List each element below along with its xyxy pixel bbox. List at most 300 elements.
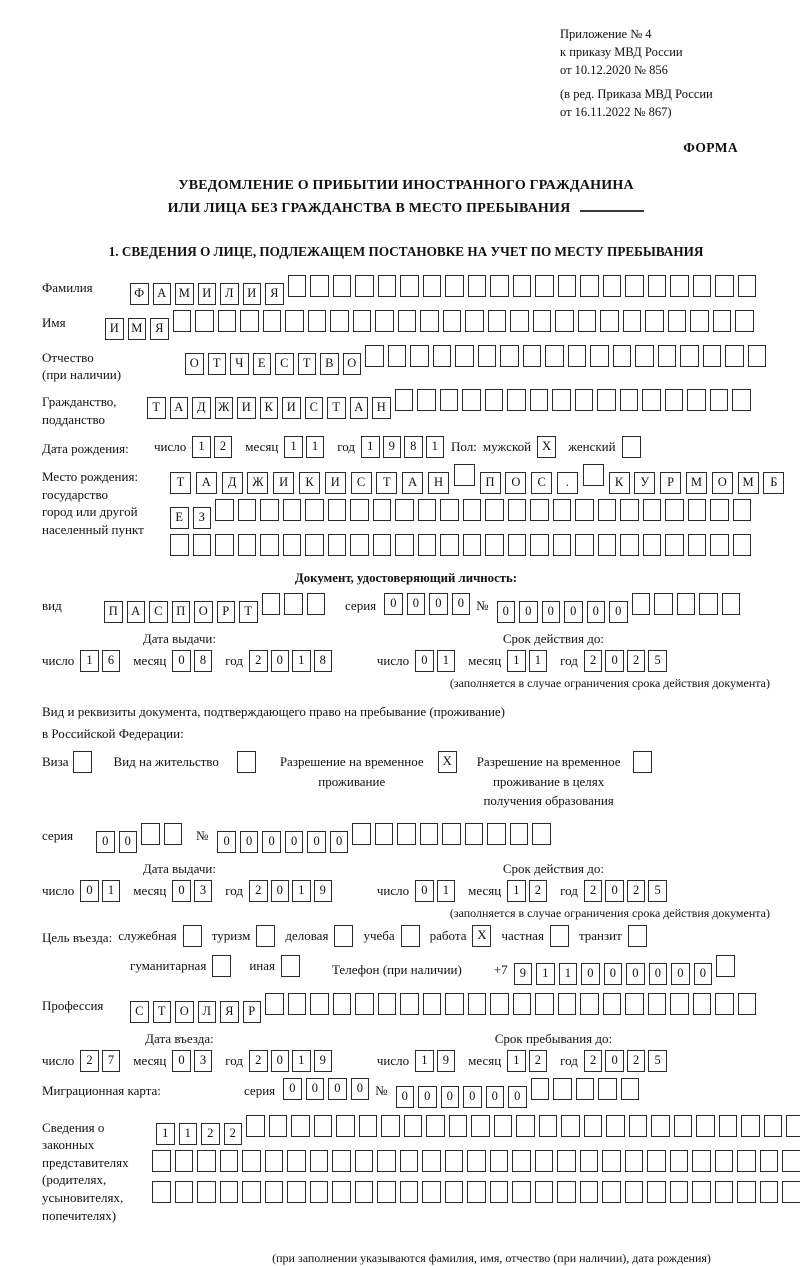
purpose-work-checkbox[interactable]: X bbox=[472, 925, 491, 947]
char-cell[interactable]: 1 bbox=[284, 436, 303, 458]
char-cell[interactable] bbox=[558, 275, 577, 297]
char-cell[interactable] bbox=[674, 1115, 693, 1137]
char-cell[interactable]: Т bbox=[208, 353, 227, 375]
char-cell[interactable] bbox=[373, 534, 392, 556]
char-cell[interactable] bbox=[764, 1115, 783, 1137]
char-cell[interactable]: 6 bbox=[102, 650, 121, 672]
char-cell[interactable] bbox=[478, 345, 497, 367]
char-cell[interactable]: 1 bbox=[415, 1050, 434, 1072]
char-cell[interactable] bbox=[533, 310, 552, 332]
char-cell[interactable] bbox=[693, 993, 712, 1015]
char-cell[interactable] bbox=[643, 534, 662, 556]
edu-permit-checkbox[interactable] bbox=[633, 751, 652, 773]
char-cell[interactable] bbox=[395, 499, 414, 521]
char-cell[interactable] bbox=[426, 1115, 445, 1137]
char-cell[interactable] bbox=[375, 823, 394, 845]
char-cell[interactable] bbox=[620, 534, 639, 556]
char-cell[interactable] bbox=[445, 993, 464, 1015]
char-cell[interactable]: А bbox=[153, 283, 172, 305]
char-cell[interactable]: Р bbox=[660, 472, 681, 494]
char-cell[interactable] bbox=[283, 534, 302, 556]
char-cell[interactable] bbox=[494, 1115, 513, 1137]
char-cell[interactable] bbox=[170, 534, 189, 556]
char-cell[interactable] bbox=[328, 499, 347, 521]
char-cell[interactable]: 2 bbox=[627, 880, 646, 902]
char-cell[interactable] bbox=[485, 534, 504, 556]
char-cell[interactable]: К bbox=[260, 397, 279, 419]
char-cell[interactable] bbox=[487, 823, 506, 845]
char-cell[interactable]: 1 bbox=[192, 436, 211, 458]
char-cell[interactable] bbox=[218, 310, 237, 332]
char-cell[interactable] bbox=[512, 1150, 531, 1172]
char-cell[interactable]: 0 bbox=[172, 880, 191, 902]
char-cell[interactable] bbox=[397, 823, 416, 845]
char-cell[interactable] bbox=[621, 1078, 640, 1100]
char-cell[interactable] bbox=[238, 499, 257, 521]
char-cell[interactable] bbox=[710, 534, 729, 556]
char-cell[interactable] bbox=[395, 389, 414, 411]
char-cell[interactable] bbox=[513, 275, 532, 297]
char-cell[interactable] bbox=[463, 534, 482, 556]
char-cell[interactable] bbox=[535, 275, 554, 297]
char-cell[interactable] bbox=[530, 389, 549, 411]
char-cell[interactable]: 0 bbox=[271, 880, 290, 902]
char-cell[interactable] bbox=[443, 310, 462, 332]
char-cell[interactable]: С bbox=[130, 1001, 149, 1023]
char-cell[interactable]: 0 bbox=[605, 650, 624, 672]
char-cell[interactable]: 1 bbox=[292, 880, 311, 902]
char-cell[interactable]: 0 bbox=[587, 601, 606, 623]
char-cell[interactable]: 1 bbox=[536, 963, 555, 985]
purpose-other-checkbox[interactable] bbox=[281, 955, 300, 977]
char-cell[interactable] bbox=[310, 275, 329, 297]
char-cell[interactable]: 0 bbox=[351, 1078, 370, 1100]
char-cell[interactable]: 0 bbox=[609, 601, 628, 623]
char-cell[interactable] bbox=[710, 499, 729, 521]
char-cell[interactable] bbox=[580, 1181, 599, 1203]
char-cell[interactable] bbox=[310, 993, 329, 1015]
char-cell[interactable] bbox=[333, 993, 352, 1015]
char-cell[interactable] bbox=[260, 534, 279, 556]
char-cell[interactable] bbox=[468, 275, 487, 297]
char-cell[interactable] bbox=[760, 1181, 779, 1203]
char-cell[interactable] bbox=[737, 1181, 756, 1203]
char-cell[interactable]: Р bbox=[243, 1001, 262, 1023]
char-cell[interactable] bbox=[738, 275, 757, 297]
char-cell[interactable] bbox=[420, 310, 439, 332]
char-cell[interactable] bbox=[680, 345, 699, 367]
char-cell[interactable]: С bbox=[531, 472, 552, 494]
char-cell[interactable]: О bbox=[185, 353, 204, 375]
char-cell[interactable]: А bbox=[127, 601, 146, 623]
char-cell[interactable]: 0 bbox=[119, 831, 138, 853]
temp-permit-checkbox[interactable]: X bbox=[438, 751, 457, 773]
char-cell[interactable]: С bbox=[305, 397, 324, 419]
char-cell[interactable] bbox=[355, 1150, 374, 1172]
char-cell[interactable]: Ж bbox=[215, 397, 234, 419]
purpose-transit-checkbox[interactable] bbox=[628, 925, 647, 947]
char-cell[interactable] bbox=[580, 993, 599, 1015]
char-cell[interactable]: 9 bbox=[383, 436, 402, 458]
char-cell[interactable] bbox=[433, 345, 452, 367]
char-cell[interactable] bbox=[692, 1181, 711, 1203]
char-cell[interactable] bbox=[580, 275, 599, 297]
char-cell[interactable]: 1 bbox=[437, 880, 456, 902]
char-cell[interactable] bbox=[602, 1181, 621, 1203]
char-cell[interactable] bbox=[647, 1181, 666, 1203]
char-cell[interactable] bbox=[265, 1150, 284, 1172]
char-cell[interactable] bbox=[692, 1150, 711, 1172]
char-cell[interactable] bbox=[699, 593, 718, 615]
sex-female-checkbox[interactable] bbox=[622, 436, 641, 458]
char-cell[interactable]: 0 bbox=[307, 831, 326, 853]
char-cell[interactable] bbox=[696, 1115, 715, 1137]
char-cell[interactable] bbox=[287, 1150, 306, 1172]
char-cell[interactable]: 5 bbox=[648, 880, 667, 902]
char-cell[interactable] bbox=[490, 1181, 509, 1203]
char-cell[interactable]: 0 bbox=[605, 1050, 624, 1072]
char-cell[interactable] bbox=[568, 345, 587, 367]
char-cell[interactable] bbox=[285, 310, 304, 332]
char-cell[interactable] bbox=[164, 823, 183, 845]
char-cell[interactable]: 0 bbox=[285, 831, 304, 853]
char-cell[interactable] bbox=[310, 1181, 329, 1203]
char-cell[interactable] bbox=[195, 310, 214, 332]
char-cell[interactable]: 0 bbox=[396, 1086, 415, 1108]
char-cell[interactable] bbox=[353, 310, 372, 332]
char-cell[interactable] bbox=[328, 534, 347, 556]
char-cell[interactable]: 2 bbox=[249, 880, 268, 902]
char-cell[interactable] bbox=[445, 275, 464, 297]
char-cell[interactable] bbox=[670, 1150, 689, 1172]
char-cell[interactable] bbox=[737, 1150, 756, 1172]
char-cell[interactable] bbox=[420, 823, 439, 845]
char-cell[interactable] bbox=[715, 993, 734, 1015]
char-cell[interactable] bbox=[670, 1181, 689, 1203]
char-cell[interactable] bbox=[645, 310, 664, 332]
char-cell[interactable] bbox=[265, 1181, 284, 1203]
char-cell[interactable] bbox=[732, 389, 751, 411]
char-cell[interactable] bbox=[516, 1115, 535, 1137]
char-cell[interactable] bbox=[333, 275, 352, 297]
char-cell[interactable] bbox=[557, 1181, 576, 1203]
char-cell[interactable] bbox=[262, 593, 281, 615]
char-cell[interactable] bbox=[575, 499, 594, 521]
char-cell[interactable]: Т bbox=[327, 397, 346, 419]
char-cell[interactable] bbox=[532, 823, 551, 845]
char-cell[interactable]: 0 bbox=[626, 963, 645, 985]
char-cell[interactable] bbox=[535, 1150, 554, 1172]
char-cell[interactable]: 0 bbox=[330, 831, 349, 853]
char-cell[interactable] bbox=[531, 1078, 550, 1100]
char-cell[interactable]: 0 bbox=[217, 831, 236, 853]
char-cell[interactable] bbox=[716, 955, 735, 977]
char-cell[interactable] bbox=[690, 310, 709, 332]
char-cell[interactable]: Я bbox=[150, 318, 169, 340]
char-cell[interactable] bbox=[350, 534, 369, 556]
char-cell[interactable]: 0 bbox=[604, 963, 623, 985]
char-cell[interactable] bbox=[417, 389, 436, 411]
char-cell[interactable]: 1 bbox=[437, 650, 456, 672]
char-cell[interactable]: Т bbox=[239, 601, 258, 623]
char-cell[interactable] bbox=[603, 275, 622, 297]
char-cell[interactable] bbox=[575, 389, 594, 411]
char-cell[interactable] bbox=[719, 1115, 738, 1137]
char-cell[interactable] bbox=[552, 389, 571, 411]
char-cell[interactable]: 1 bbox=[156, 1123, 175, 1145]
char-cell[interactable] bbox=[558, 993, 577, 1015]
char-cell[interactable] bbox=[378, 993, 397, 1015]
char-cell[interactable] bbox=[665, 499, 684, 521]
char-cell[interactable] bbox=[625, 275, 644, 297]
char-cell[interactable] bbox=[715, 1150, 734, 1172]
char-cell[interactable]: 0 bbox=[694, 963, 713, 985]
char-cell[interactable] bbox=[658, 345, 677, 367]
char-cell[interactable] bbox=[713, 310, 732, 332]
char-cell[interactable] bbox=[530, 534, 549, 556]
char-cell[interactable]: Ж bbox=[247, 472, 268, 494]
char-cell[interactable] bbox=[553, 499, 572, 521]
char-cell[interactable] bbox=[336, 1115, 355, 1137]
char-cell[interactable] bbox=[398, 310, 417, 332]
char-cell[interactable] bbox=[465, 823, 484, 845]
char-cell[interactable] bbox=[557, 1150, 576, 1172]
char-cell[interactable]: 9 bbox=[314, 1050, 333, 1072]
char-cell[interactable]: 0 bbox=[240, 831, 259, 853]
char-cell[interactable]: 9 bbox=[314, 880, 333, 902]
char-cell[interactable] bbox=[440, 534, 459, 556]
char-cell[interactable]: Д bbox=[192, 397, 211, 419]
char-cell[interactable]: 1 bbox=[507, 650, 526, 672]
char-cell[interactable]: 2 bbox=[584, 650, 603, 672]
char-cell[interactable] bbox=[359, 1115, 378, 1137]
char-cell[interactable] bbox=[238, 534, 257, 556]
char-cell[interactable] bbox=[305, 499, 324, 521]
char-cell[interactable]: 1 bbox=[179, 1123, 198, 1145]
char-cell[interactable] bbox=[510, 823, 529, 845]
char-cell[interactable] bbox=[629, 1115, 648, 1137]
char-cell[interactable]: К bbox=[299, 472, 320, 494]
char-cell[interactable] bbox=[305, 534, 324, 556]
char-cell[interactable] bbox=[471, 1115, 490, 1137]
char-cell[interactable] bbox=[381, 1115, 400, 1137]
char-cell[interactable] bbox=[193, 534, 212, 556]
char-cell[interactable] bbox=[715, 1181, 734, 1203]
char-cell[interactable]: Н bbox=[372, 397, 391, 419]
char-cell[interactable] bbox=[632, 593, 651, 615]
char-cell[interactable] bbox=[418, 499, 437, 521]
char-cell[interactable] bbox=[175, 1150, 194, 1172]
char-cell[interactable]: И bbox=[237, 397, 256, 419]
char-cell[interactable] bbox=[576, 1078, 595, 1100]
char-cell[interactable]: 1 bbox=[529, 650, 548, 672]
char-cell[interactable] bbox=[575, 534, 594, 556]
char-cell[interactable] bbox=[449, 1115, 468, 1137]
char-cell[interactable]: Б bbox=[763, 472, 784, 494]
char-cell[interactable] bbox=[373, 499, 392, 521]
char-cell[interactable] bbox=[355, 275, 374, 297]
char-cell[interactable] bbox=[733, 534, 752, 556]
char-cell[interactable]: 0 bbox=[172, 1050, 191, 1072]
char-cell[interactable]: 0 bbox=[564, 601, 583, 623]
char-cell[interactable] bbox=[738, 993, 757, 1015]
char-cell[interactable] bbox=[352, 823, 371, 845]
char-cell[interactable]: 0 bbox=[262, 831, 281, 853]
char-cell[interactable] bbox=[760, 1150, 779, 1172]
char-cell[interactable] bbox=[350, 499, 369, 521]
char-cell[interactable]: Т bbox=[147, 397, 166, 419]
char-cell[interactable]: 0 bbox=[463, 1086, 482, 1108]
char-cell[interactable] bbox=[378, 275, 397, 297]
char-cell[interactable]: 0 bbox=[452, 593, 471, 615]
char-cell[interactable] bbox=[508, 534, 527, 556]
char-cell[interactable]: М bbox=[175, 283, 194, 305]
char-cell[interactable] bbox=[635, 345, 654, 367]
char-cell[interactable] bbox=[513, 993, 532, 1015]
char-cell[interactable]: 0 bbox=[328, 1078, 347, 1100]
char-cell[interactable]: Д bbox=[222, 472, 243, 494]
char-cell[interactable]: 0 bbox=[671, 963, 690, 985]
char-cell[interactable]: А bbox=[350, 397, 369, 419]
char-cell[interactable] bbox=[545, 345, 564, 367]
char-cell[interactable]: 2 bbox=[529, 880, 548, 902]
char-cell[interactable] bbox=[465, 310, 484, 332]
visa-checkbox[interactable] bbox=[73, 751, 92, 773]
purpose-humanitarian-checkbox[interactable] bbox=[212, 955, 231, 977]
char-cell[interactable]: 1 bbox=[507, 880, 526, 902]
char-cell[interactable]: С bbox=[275, 353, 294, 375]
char-cell[interactable] bbox=[388, 345, 407, 367]
sex-male-checkbox[interactable]: X bbox=[537, 436, 556, 458]
char-cell[interactable]: 2 bbox=[249, 1050, 268, 1072]
char-cell[interactable]: Я bbox=[265, 283, 284, 305]
char-cell[interactable] bbox=[553, 534, 572, 556]
char-cell[interactable]: 2 bbox=[627, 1050, 646, 1072]
char-cell[interactable] bbox=[263, 310, 282, 332]
char-cell[interactable]: 0 bbox=[415, 650, 434, 672]
char-cell[interactable] bbox=[625, 1150, 644, 1172]
char-cell[interactable] bbox=[467, 1150, 486, 1172]
char-cell[interactable]: 1 bbox=[426, 436, 445, 458]
char-cell[interactable] bbox=[423, 275, 442, 297]
char-cell[interactable]: М bbox=[686, 472, 707, 494]
char-cell[interactable]: И bbox=[105, 318, 124, 340]
char-cell[interactable]: О bbox=[343, 353, 362, 375]
char-cell[interactable]: 2 bbox=[80, 1050, 99, 1072]
char-cell[interactable]: . bbox=[557, 472, 578, 494]
char-cell[interactable]: П bbox=[172, 601, 191, 623]
char-cell[interactable] bbox=[485, 499, 504, 521]
char-cell[interactable] bbox=[786, 1115, 800, 1137]
char-cell[interactable]: 8 bbox=[404, 436, 423, 458]
char-cell[interactable]: 8 bbox=[194, 650, 213, 672]
char-cell[interactable]: 0 bbox=[486, 1086, 505, 1108]
char-cell[interactable]: А bbox=[196, 472, 217, 494]
char-cell[interactable] bbox=[578, 310, 597, 332]
char-cell[interactable] bbox=[651, 1115, 670, 1137]
char-cell[interactable]: 9 bbox=[514, 963, 533, 985]
char-cell[interactable] bbox=[422, 1181, 441, 1203]
char-cell[interactable]: 0 bbox=[306, 1078, 325, 1100]
char-cell[interactable]: 0 bbox=[271, 650, 290, 672]
char-cell[interactable] bbox=[725, 345, 744, 367]
char-cell[interactable] bbox=[197, 1181, 216, 1203]
char-cell[interactable] bbox=[703, 345, 722, 367]
char-cell[interactable] bbox=[308, 310, 327, 332]
char-cell[interactable]: 0 bbox=[415, 880, 434, 902]
char-cell[interactable] bbox=[539, 1115, 558, 1137]
char-cell[interactable]: Р bbox=[217, 601, 236, 623]
char-cell[interactable] bbox=[500, 345, 519, 367]
char-cell[interactable] bbox=[442, 823, 461, 845]
char-cell[interactable] bbox=[665, 389, 684, 411]
char-cell[interactable] bbox=[332, 1181, 351, 1203]
char-cell[interactable]: Ф bbox=[130, 283, 149, 305]
char-cell[interactable] bbox=[693, 275, 712, 297]
char-cell[interactable] bbox=[555, 310, 574, 332]
char-cell[interactable] bbox=[152, 1181, 171, 1203]
char-cell[interactable] bbox=[377, 1150, 396, 1172]
char-cell[interactable] bbox=[454, 464, 475, 486]
char-cell[interactable] bbox=[284, 593, 303, 615]
char-cell[interactable]: К bbox=[609, 472, 630, 494]
char-cell[interactable]: 1 bbox=[102, 880, 121, 902]
char-cell[interactable]: Ч bbox=[230, 353, 249, 375]
char-cell[interactable]: 0 bbox=[649, 963, 668, 985]
char-cell[interactable] bbox=[507, 389, 526, 411]
char-cell[interactable]: 0 bbox=[407, 593, 426, 615]
char-cell[interactable] bbox=[561, 1115, 580, 1137]
char-cell[interactable]: У bbox=[634, 472, 655, 494]
char-cell[interactable] bbox=[722, 593, 741, 615]
char-cell[interactable]: С bbox=[351, 472, 372, 494]
char-cell[interactable]: И bbox=[273, 472, 294, 494]
char-cell[interactable] bbox=[665, 534, 684, 556]
char-cell[interactable] bbox=[332, 1150, 351, 1172]
char-cell[interactable] bbox=[365, 345, 384, 367]
char-cell[interactable]: 2 bbox=[584, 1050, 603, 1072]
char-cell[interactable] bbox=[512, 1181, 531, 1203]
char-cell[interactable] bbox=[583, 464, 604, 486]
char-cell[interactable] bbox=[488, 310, 507, 332]
char-cell[interactable]: 5 bbox=[648, 1050, 667, 1072]
char-cell[interactable] bbox=[670, 275, 689, 297]
char-cell[interactable] bbox=[220, 1181, 239, 1203]
char-cell[interactable] bbox=[597, 389, 616, 411]
char-cell[interactable] bbox=[603, 993, 622, 1015]
char-cell[interactable]: 5 bbox=[648, 650, 667, 672]
char-cell[interactable]: В bbox=[320, 353, 339, 375]
char-cell[interactable]: О bbox=[712, 472, 733, 494]
char-cell[interactable]: Т bbox=[170, 472, 191, 494]
char-cell[interactable] bbox=[404, 1115, 423, 1137]
char-cell[interactable] bbox=[288, 275, 307, 297]
char-cell[interactable]: 2 bbox=[584, 880, 603, 902]
char-cell[interactable]: Е bbox=[253, 353, 272, 375]
char-cell[interactable] bbox=[590, 345, 609, 367]
char-cell[interactable]: 0 bbox=[384, 593, 403, 615]
char-cell[interactable] bbox=[215, 499, 234, 521]
char-cell[interactable] bbox=[670, 993, 689, 1015]
char-cell[interactable] bbox=[330, 310, 349, 332]
char-cell[interactable]: Т bbox=[298, 353, 317, 375]
char-cell[interactable] bbox=[400, 1150, 419, 1172]
char-cell[interactable]: Е bbox=[170, 507, 189, 529]
char-cell[interactable]: 7 bbox=[102, 1050, 121, 1072]
char-cell[interactable]: 0 bbox=[283, 1078, 302, 1100]
char-cell[interactable] bbox=[485, 389, 504, 411]
char-cell[interactable]: 2 bbox=[627, 650, 646, 672]
